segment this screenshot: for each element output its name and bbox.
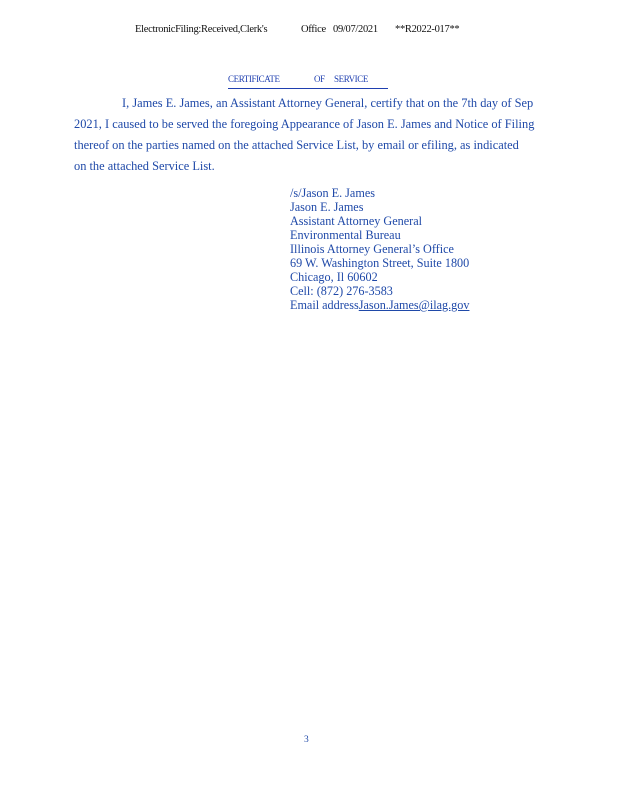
filing-date: 09/07/2021 bbox=[333, 24, 378, 35]
signature-block bbox=[290, 186, 469, 312]
paragraph-line-2: 2021, I caused to be served the foregoing Appearance of Jason E. James and Notice of Filing bbox=[74, 117, 535, 131]
email-line bbox=[290, 298, 469, 312]
filing-received-text: ElectronicFiling:Received,Clerk's bbox=[135, 24, 268, 35]
electronic-signature: /s/Jason E. James bbox=[290, 186, 375, 200]
service-word: SERVICE bbox=[334, 74, 368, 84]
office-text: Office bbox=[301, 24, 326, 35]
page-number: 3 bbox=[304, 735, 309, 745]
certification-paragraph bbox=[74, 93, 578, 177]
paragraph-line-4: on the attached Service List. bbox=[74, 159, 215, 173]
signer-office: Illinois Attorney General’s Office bbox=[290, 242, 454, 256]
office-street-address: 69 W. Washington Street, Suite 1800 bbox=[290, 256, 470, 270]
signer-name: Jason E. James bbox=[290, 200, 364, 214]
paragraph-line-3: thereof on the parties named on the attached Service List, by email or efiling, as indicated bbox=[74, 138, 519, 152]
certificate-of-service-heading bbox=[228, 74, 388, 89]
electronic-filing-header bbox=[0, 24, 618, 38]
cell-phone: Cell: (872) 276-3583 bbox=[290, 284, 393, 298]
of-word: OF bbox=[314, 74, 325, 84]
signer-title: Assistant Attorney General bbox=[290, 214, 423, 228]
docket-number: **R2022-017** bbox=[395, 24, 460, 35]
certificate-word: CERTIFICATE bbox=[228, 74, 280, 84]
paragraph-line-1: I, James E. James, an Assistant Attorney General, certify that on the 7th day of Sep bbox=[122, 96, 534, 110]
email-label: Email address bbox=[290, 298, 359, 312]
email-link[interactable]: Jason.James@ilag.gov bbox=[358, 298, 470, 312]
signer-bureau: Environmental Bureau bbox=[290, 228, 401, 242]
office-city: Chicago, Il 60602 bbox=[290, 270, 378, 284]
